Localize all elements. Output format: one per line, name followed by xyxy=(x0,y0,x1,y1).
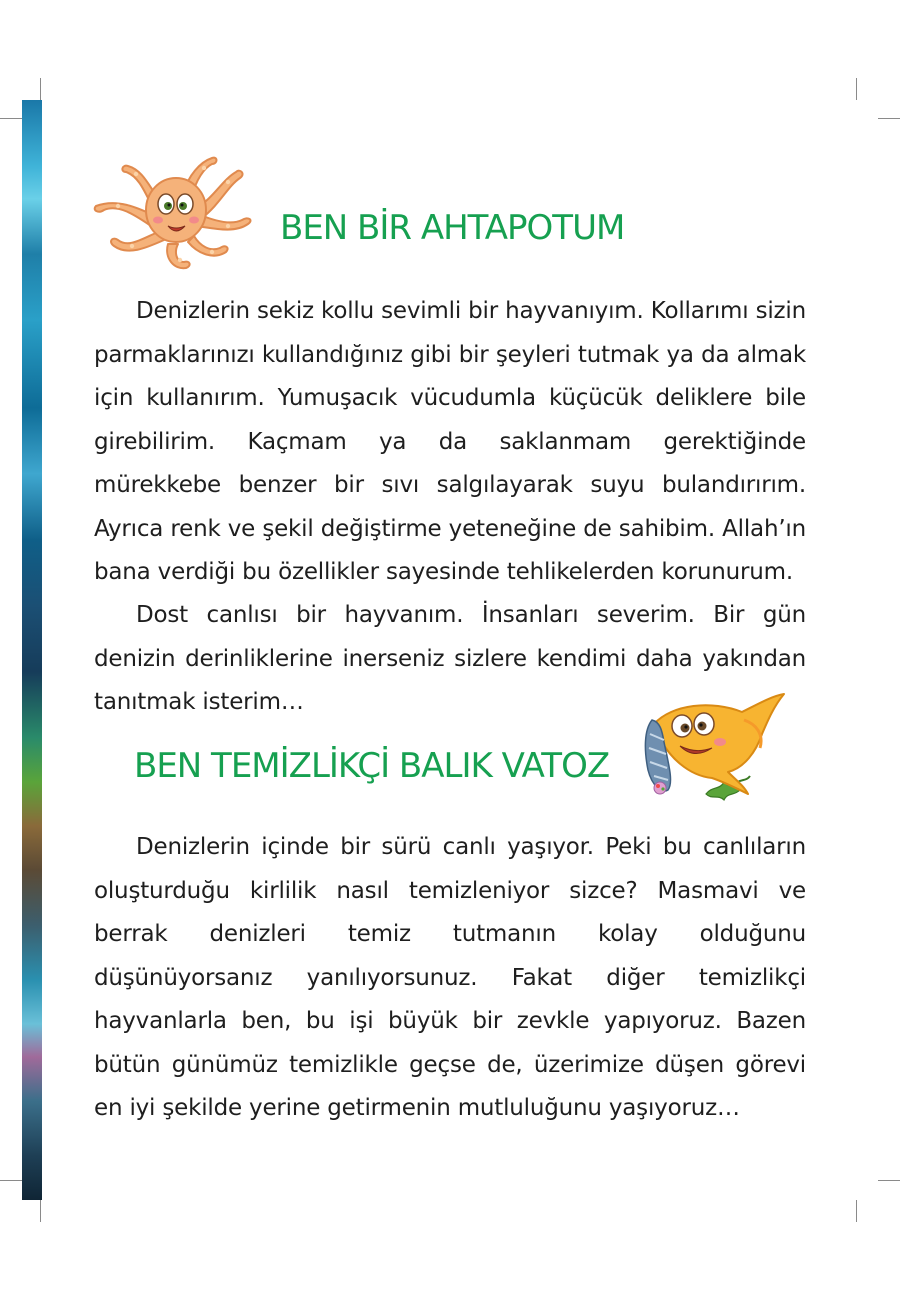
crop-mark xyxy=(878,118,900,119)
crop-mark xyxy=(40,1200,41,1222)
crop-mark xyxy=(0,1180,22,1181)
crop-mark xyxy=(878,1180,900,1181)
paragraph-octopus-1: Denizlerin sekiz kollu sevimli bir hayvanıyım. Kollarımı sizin parmaklarınızı kullandığınız gibi bir şeyleri tutmak ya da almak için kullanırım. Yumuşacık vücudumla küçücük deliklere bile girebilirim. Kaçmam ya da saklanmam gerektiğinde mürekkebe benzer bir sıvı salgılayarak suyu bulandırırım. Ayrıca renk ve şekil değiştirme yeteneğine de sahibim. Allah’ın bana verdiği bu özellikler sayesinde tehlikelerden korunurum. xyxy=(94,298,806,585)
crop-mark xyxy=(40,78,41,100)
section-title-octopus: BEN BİR AHTAPOTUM xyxy=(280,208,625,248)
paragraph-stingray-1: Denizlerin içinde bir sürü canlı yaşıyor. Peki bu canlıların oluşturduğu kirlilik nasıl temizleniyor sizce? Masmavi ve berrak denizleri temiz tutmanın kolay olduğunu düşünüyorsanız yanılıyorsunuz. Fakat diğer temizlikçi hayvanlarla ben, bu işi büyük bir zevkle yapıyoruz. Bazen bütün günümüz temizlikle geçse de, üzerimize düşen görevi en iyi şekilde yerine getirmenin mutluluğunu yaşıyoruz… xyxy=(94,834,806,1121)
section-title-stingray: BEN TEMİZLİKÇİ BALIK VATOZ xyxy=(134,746,610,786)
crop-mark xyxy=(856,1200,857,1222)
octopus-icon xyxy=(88,148,268,276)
crop-mark xyxy=(0,118,22,119)
crop-mark xyxy=(856,78,857,100)
side-decoration-strip xyxy=(22,100,42,1200)
stingray-icon xyxy=(632,690,790,810)
paragraph-octopus-2: Dost canlısı bir hayvanım. İnsanları severim. Bir gün denizin derinliklerine inerseniz sizlere kendimi daha yakından tanıtmak isterim… xyxy=(94,602,806,715)
